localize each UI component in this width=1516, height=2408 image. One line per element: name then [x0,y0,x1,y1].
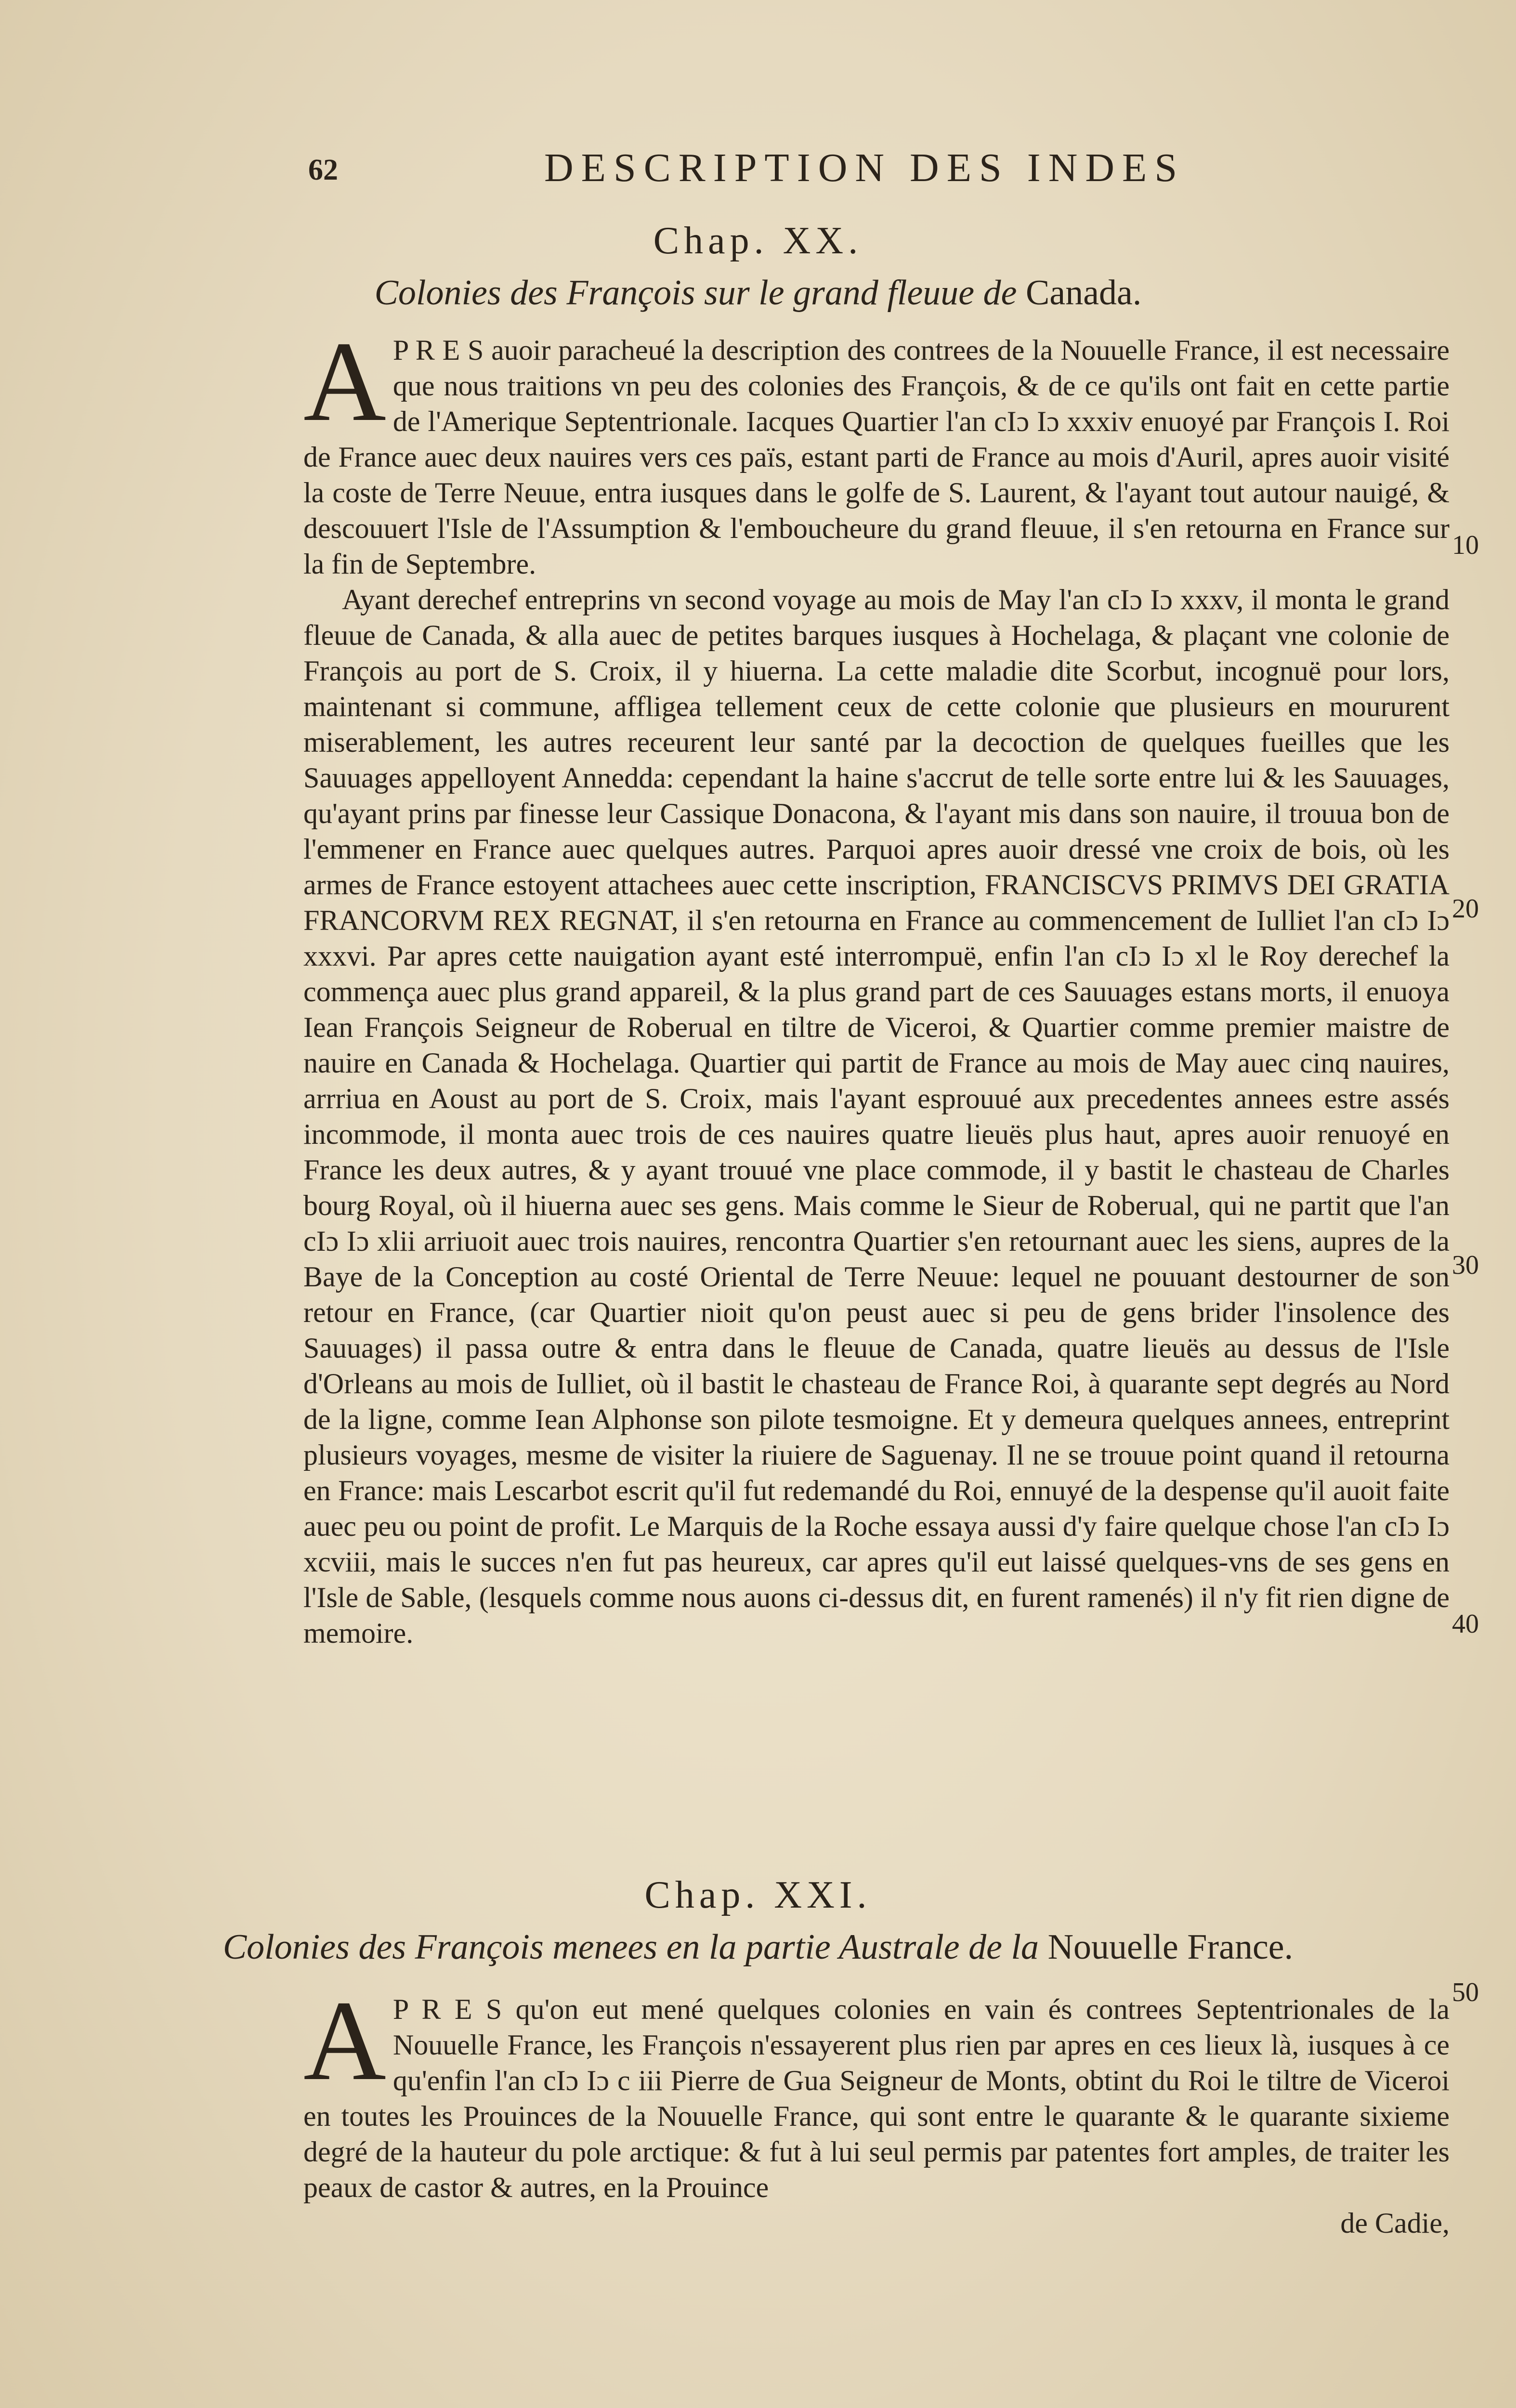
chapter-21-heading: Chap. XXI. [644,1874,872,1916]
margin-line-number: 40 [1452,1609,1479,1639]
chapter-21-body [303,1977,1450,2241]
chapter-20-heading: Chap. XX. [653,220,863,262]
chapter-21-title-italic: Colonies des François menees en la partie Australe de la [222,1927,1039,1967]
margin-line-number: 50 [1452,1977,1479,2007]
catchword: de Cadie, [1340,2207,1450,2239]
margin-line-number: 20 [1452,894,1479,924]
page-number: 62 [308,154,338,186]
chapter-20-paragraph-2: Ayant derechef entreprins vn second voyage au mois de May l'an cIɔ Iɔ xxxv, il monta le grand fleuue de Canada, & alla auec de petites barques iusques à Hochelaga, & plaçant vne colonie de François au port de S. Croix, il y hiuerna. La cette maladie dite Scorbut, incognuë pour lors, maintenant si commune, affligea tellement ceux de cette colonie que plusieurs en moururent miserablement, les autres receurent leur santé par la decoction de quelques fueilles que les Sauuages appelloyent Annedda: cependant la haine s'accrut de telle sorte entre lui & les Sauuages, qu'ayant prins par finesse leur Cassique Donacona, & l'ayant mis dans son nauire, il trouua bon de l'emmener en France auec quelques autres. Parquoi apres auoir dressé vne croix de bois, où les armes de France estoyent attachees auec cette inscription, FRANCISCVS PRIMVS DEI GRATIA FRANCORVM REX REGNAT, il s'en retourna en France au commencement de Iulliet l'an cIɔ Iɔ xxxvi. Par apres cette nauigation ayant esté interrompuë, enfin l'an cIɔ Iɔ xl le Roy derechef la commença auec plus grand appareil, & la plus grand part de ces Sauuages estans morts, il enuoya Iean François Seigneur de Roberual en tiltre de Viceroi, & Quartier comme premier maistre de nauire en Canada & Hochelaga. Quartier qui partit de France au mois de May auec cinq nauires, arrriua en Aoust au port de S. Croix, mais l'ayant esprouué aux precedentes annees estre assés incommode, il monta auec trois de ces nauires quatre lieuës plus haut, apres auoir renuoyé en France les deux autres, & y ayant trouué vne place commode, il y bastit le chasteau de Charles bourg Royal, où il hiuerna auec ses gens. Mais comme le Sieur de Roberual, qui ne partit que l'an cIɔ Iɔ xlii arriuoit auec trois nauires, rencontra Quartier s'en retournant auec les siens, aupres de la Baye de la Conception au costé Oriental de Terre Neuue: lequel ne pouuant destourner de son retour en France, (car Quartier nioit qu'on peust auec si peu de gens brider l'insolence des Sauuages) il passa outre & entra dans le fleuue de Canada, quatre lieuës au dessus de l'Isle d'Orleans au mois de Iulliet, où il bastit le chasteau de France Roi, à quarante sept degrés au Nord de la ligne, comme Iean Alphonse son pilote tesmoigne. Et y demeura quelques annees, entreprint plusieurs voyages, mesme de visiter la riuiere de Saguenay. Il ne se trouue point quand il retourna en France: mais Lescarbot escrit qu'il fut redemandé du Roi, ennuyé de la despense qu'il auoit faite auec peu ou point de profit. Le Marquis de la Roche essaya aussi d'y faire quelque chose l'an cIɔ Iɔ xcviii, mais le succes n'en fut pas heureux, car apres qu'il eut laissé quelques-vns de ses gens en l'Isle de Sable, (lesquels comme nous auons ci-dessus dit, en furent ramenés) il n'y fit rien digne de memoire. [303,584,1450,1649]
chapter-20-body [303,318,1450,1651]
chapter-21-paragraph-1 [303,1977,1450,2205]
margin-line-number: 30 [1452,1250,1479,1280]
chapter-21-title-roman: Nouuelle France. [1047,1927,1294,1967]
chapter-20-title-italic: Colonies des François sur le grand fleuue de [374,273,1017,313]
margin-line-number: 10 [1452,530,1479,560]
chapter-20-opening-text: P R E S auoir paracheué la description des contrees de la Nouuelle France, il est necessaire que nous traitions vn peu des colonies des François, & de ce qu'ils ont fait en cette partie de l'Amerique Septentrionale. Iacques Quartier l'an cIɔ Iɔ xxxiv enuoyé par François I. Roi de France auec deux nauires vers ces païs, estant parti de France au mois d'Auril, apres auoir visité la coste de Terre Neuue, entra iusques dans le golfe de S. Laurent, & l'ayant tout autour nauigé, & descouuert l'Isle de l'Assumption & l'emboucheure du grand fleuue, il s'en retourna en France sur la fin de Septembre. [303,334,1450,580]
chapter-20-paragraph-1 [303,318,1450,582]
chapter-21-header [0,1873,1516,1968]
running-head: DESCRIPTION DES INDES [544,145,1185,190]
drop-cap-initial: A [303,318,386,445]
chapter-21-title [0,1927,1516,1968]
chapter-21-opening-text: P R E S qu'on eut mené quelques colonies en vain és contrees Septentrionales de la Nouuelle France, les François n'essayerent plus rien par apres en ces lieux là, iusques à ce qu'enfin l'an cIɔ Iɔ c iii Pierre de Gua Seigneur de Monts, obtint du Roi le tiltre de Viceroi en toutes les Prouinces de la Nouuelle France, qui sont entre le quarante & le quarante sixieme degré de la hauteur du pole arctique: & fut à lui seul permis par patentes fort amples, de traiter les peaux de castor & autres, en la Prouince [303,1993,1450,2203]
chapter-20-title [0,273,1516,314]
chapter-20-header [0,219,1516,314]
drop-cap-initial: A [303,1977,386,2104]
chapter-20-title-roman: Canada. [1026,273,1142,313]
